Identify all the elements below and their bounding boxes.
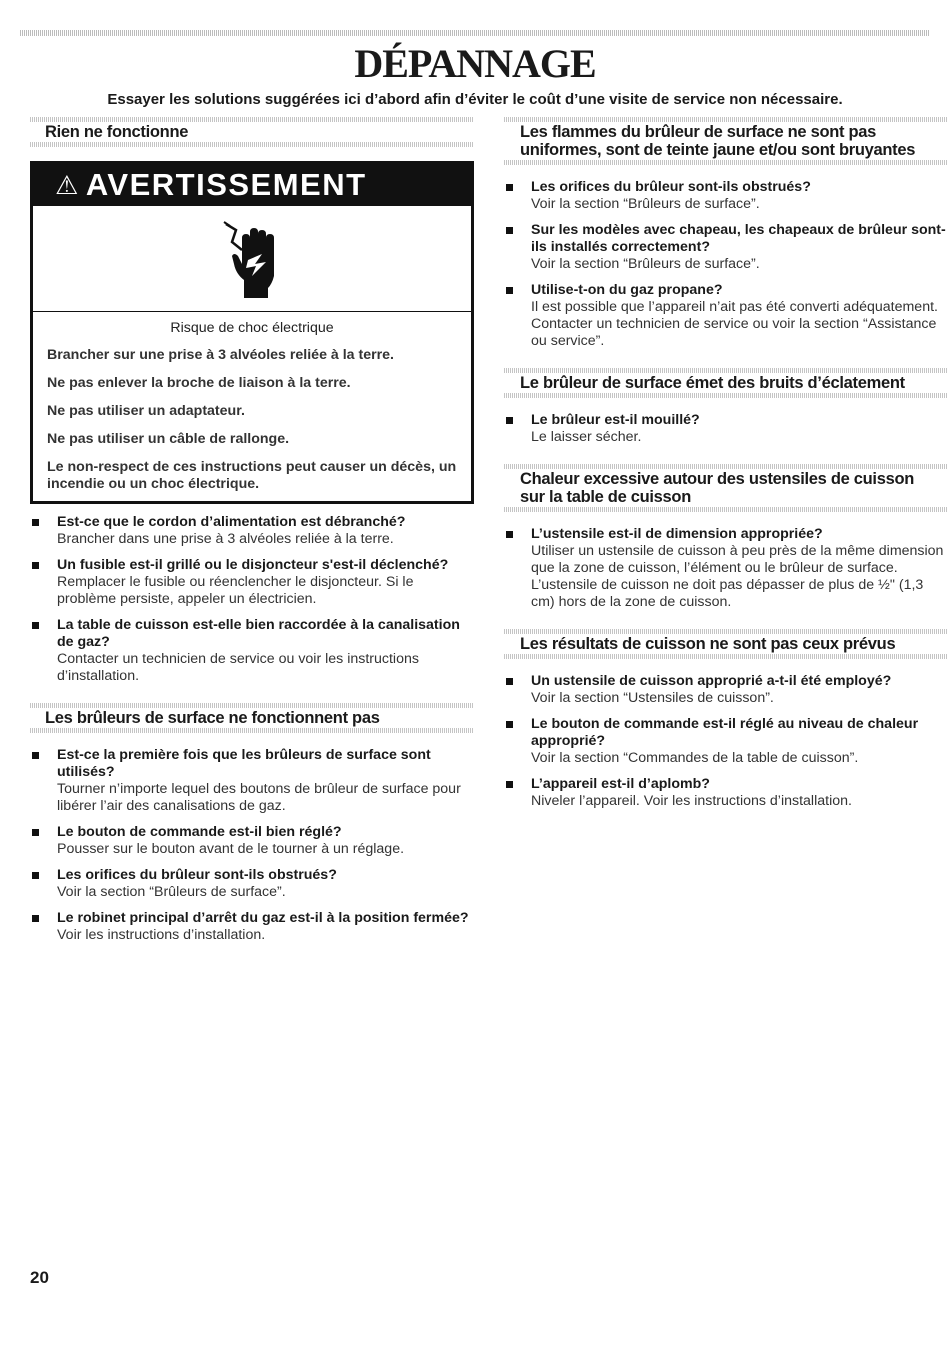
section-heading [504, 464, 948, 512]
warning-line: Ne pas utiliser un adaptateur. [47, 403, 245, 419]
warning-title: AVERTISSEMENT [85, 167, 367, 202]
warning-icon-area [33, 206, 471, 312]
question: Sur les modèles avec chapeau, les chapeaux de brûleur sont-ils installés correctement? [531, 222, 946, 255]
answer: Le laisser sécher. [531, 429, 642, 445]
list-item [30, 514, 474, 548]
electric-shock-hand-icon [222, 220, 282, 298]
answer: Voir la section “Ustensiles de cuisson”. [531, 690, 774, 706]
list-item [504, 222, 948, 273]
list-item [30, 747, 474, 815]
question: Un fusible est-il grillé ou le disjoncteur s'est-il déclenché? [57, 557, 449, 573]
left-column [30, 117, 474, 962]
section-title-chaleur-excessive: Chaleur excessive autour des ustensiles de cuisson sur la table de cuisson [520, 470, 915, 506]
section-heading [504, 368, 948, 398]
answer: Contacter un technicien de service ou voir les instructions d’installation. [57, 651, 419, 684]
question: L’appareil est-il d’aplomb? [531, 776, 710, 792]
item-list [504, 526, 948, 611]
answer: Tourner n’importe lequel des boutons de brûleur de surface pour libérer l’air des canalisations de gaz. [57, 781, 461, 814]
question: Le bouton de commande est-il réglé au niveau de chaleur approprié? [531, 716, 919, 749]
answer: Brancher dans une prise à 3 alvéoles reliée à la terre. [57, 531, 394, 547]
item-list [30, 747, 474, 944]
intro-text: Essayer les solutions suggérées ici d’abord afin d’éviter le coût d’une visite de service non nécessaire. [107, 91, 843, 108]
question: Est-ce que le cordon d’alimentation est débranché? [57, 514, 406, 530]
section-heading [504, 117, 948, 165]
question: Le robinet principal d’arrêt du gaz est-il à la position fermée? [57, 910, 469, 926]
answer: Utiliser un ustensile de cuisson à peu près de la même dimension que la zone de cuisson, l’élément ou le brûleur de surface. L’ustensile de cuisson ne doit pas dépasser de plus de ½" (1,3 cm) hors de la zone de cuisson. [531, 543, 944, 610]
item-list [504, 412, 948, 446]
answer: Remplacer le fusible ou réenclencher le disjoncteur. Si le problème persiste, appeler un électricien. [57, 574, 414, 607]
question: La table de cuisson est-elle bien raccordée à la canalisation de gaz? [57, 617, 460, 650]
section-heading [30, 117, 474, 147]
list-item [504, 412, 948, 446]
question: Les orifices du brûleur sont-ils obstrués? [57, 867, 337, 883]
list-item [504, 716, 948, 767]
warning-line: Risque de choc électrique [170, 320, 334, 336]
right-column [504, 117, 948, 828]
section-title-bruits-eclatement: Le brûleur de surface émet des bruits d’éclatement [520, 374, 905, 392]
list-item [30, 867, 474, 901]
answer: Niveler l’appareil. Voir les instructions d’installation. [531, 793, 852, 809]
section-heading [504, 629, 948, 659]
answer: Pousser sur le bouton avant de le tourner à un réglage. [57, 841, 405, 857]
item-list [30, 514, 474, 685]
list-item [504, 776, 948, 810]
warning-line: Ne pas enlever la broche de liaison à la terre. [47, 375, 351, 391]
warning-text [33, 312, 471, 501]
section-title-flammes: Les flammes du brûleur de surface ne sont pas uniformes, sont de teinte jaune et/ou sont bruyantes [520, 123, 916, 159]
question: Le brûleur est-il mouillé? [531, 412, 700, 428]
list-item [30, 910, 474, 944]
list-item [504, 282, 948, 350]
question: Est-ce la première fois que les brûleurs de surface sont utilisés? [57, 747, 431, 780]
section-title-bruleurs-ne-fonctionnent-pas: Les brûleurs de surface ne fonctionnent pas [45, 709, 380, 727]
warning-line: Brancher sur une prise à 3 alvéoles reliée à la terre. [47, 347, 394, 363]
page-title: DÉPANNAGE [354, 41, 596, 86]
question: Un ustensile de cuisson approprié a-t-il été employé? [531, 673, 892, 689]
page-number: 20 [30, 1268, 49, 1287]
warning-box [30, 161, 474, 504]
list-item [30, 617, 474, 685]
question: Utilise-t-on du gaz propane? [531, 282, 723, 298]
question: Les orifices du brûleur sont-ils obstrués? [531, 179, 811, 195]
item-list [504, 673, 948, 810]
answer: Voir la section “Brûleurs de surface”. [57, 884, 286, 900]
question: L’ustensile est-il de dimension appropriée? [531, 526, 823, 542]
answer: Voir la section “Commandes de la table de cuisson”. [531, 750, 859, 766]
list-item [504, 526, 948, 611]
list-item [504, 179, 948, 213]
top-rule [20, 30, 930, 36]
warning-line: Le non-respect de ces instructions peut causer un décès, un incendie ou un choc électrique. [47, 459, 457, 492]
answer: Il est possible que l’appareil n’ait pas été converti adéquatement. Contacter un technicien de service ou voir la section “Assistance ou service”. [531, 299, 938, 349]
warning-line: Ne pas utiliser un câble de rallonge. [47, 431, 290, 447]
answer: Voir la section “Brûleurs de surface”. [531, 256, 760, 272]
section-heading [30, 703, 474, 733]
section-title-rien-ne-fonctionne: Rien ne fonctionne [45, 123, 189, 141]
warning-header [33, 164, 471, 206]
item-list [504, 179, 948, 350]
warning-triangle-icon: ⚠ [55, 169, 80, 200]
section-title-resultats-cuisson: Les résultats de cuisson ne sont pas ceux prévus [520, 635, 896, 653]
answer: Voir la section “Brûleurs de surface”. [531, 196, 760, 212]
answer: Voir les instructions d’installation. [57, 927, 266, 943]
list-item [30, 557, 474, 608]
list-item [30, 824, 474, 858]
list-item [504, 673, 948, 707]
question: Le bouton de commande est-il bien réglé? [57, 824, 342, 840]
